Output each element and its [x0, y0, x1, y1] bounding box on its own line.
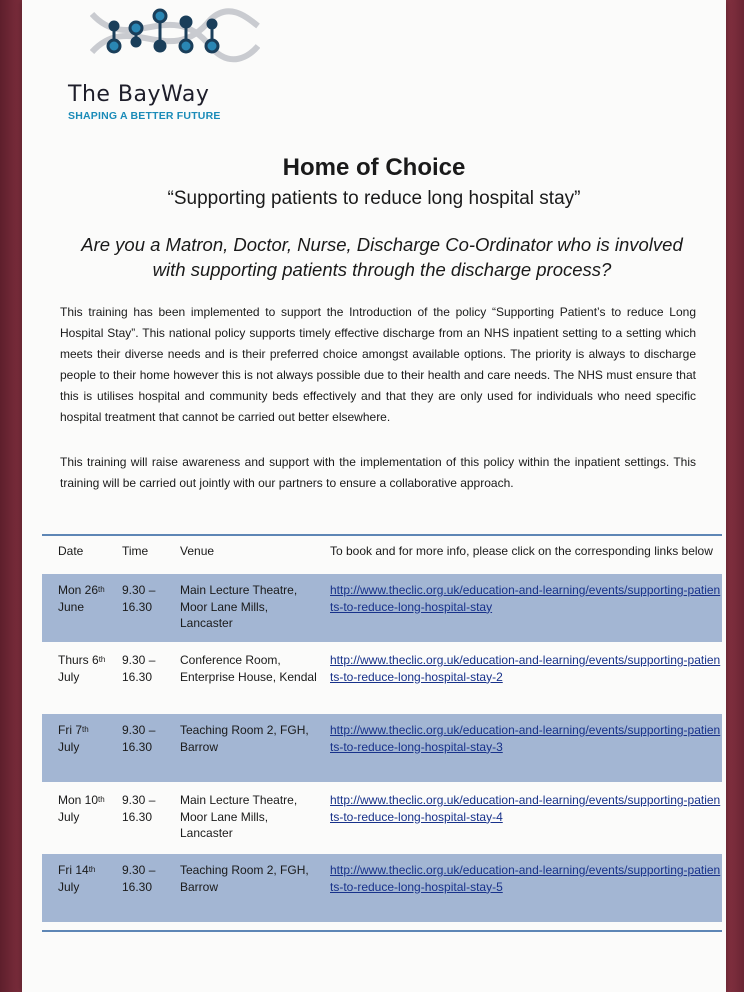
table-bottom-rule [42, 926, 722, 932]
booking-link[interactable]: http://www.theclic.org.uk/education-and-learning/events/supporting-patients-to-reduce-long-hospital-stay-2 [330, 653, 721, 684]
session-date: Fri 7th July [58, 723, 89, 754]
session-venue: Teaching Room 2, FGH, Barrow [180, 863, 309, 894]
dna-logo-icon [90, 6, 260, 86]
table-row [42, 854, 722, 922]
booking-link-cell [330, 582, 722, 615]
header-date: Date [58, 544, 84, 558]
header-time: Time [122, 544, 149, 558]
page-title: Home of Choice [282, 154, 466, 181]
flyer-page [22, 0, 726, 992]
table-row [42, 644, 722, 712]
table-row [42, 784, 722, 852]
booking-link[interactable]: http://www.theclic.org.uk/education-and-learning/events/supporting-patients-to-reduce-long-hospital-stay [330, 583, 721, 614]
header-venue: Venue [180, 544, 215, 558]
session-date: Mon 10th July [58, 793, 105, 824]
intro-paragraph: This training has been implemented to support the Introduction of the policy “Supporting Patient’s to reduce Long Hospital Stay”. This national policy supports timely effective discharge from an NHS inpatient setting to a setting which meets their diverse needs and is their preferred choice amongst available options. The priority is always to discharge people to their home however this is not always possible due to their health and care needs. The NHS must ensure that this is utilises hospital and community beds effectively and that they are only used for individuals who need specific hospital treatment that cannot be carried out better elsewhere. [60, 305, 696, 424]
session-time: 9.30 – 16.30 [122, 793, 156, 824]
table-row [42, 714, 722, 782]
session-venue: Main Lecture Theatre, Moor Lane Mills, Lancaster [180, 793, 298, 840]
booking-link[interactable]: http://www.theclic.org.uk/education-and-learning/events/supporting-patients-to-reduce-long-hospital-stay-5 [330, 863, 721, 894]
session-venue: Teaching Room 2, FGH, Barrow [180, 723, 309, 754]
table-row [42, 574, 722, 642]
booking-link-cell [330, 722, 722, 755]
session-date: Thurs 6th July [58, 653, 106, 684]
session-venue: Conference Room, Enterprise House, Kendal [180, 653, 317, 684]
booking-link-cell [330, 792, 722, 825]
session-date: Mon 26th June [58, 583, 105, 614]
booking-link-cell [330, 652, 722, 685]
approach-paragraph: This training will raise awareness and support with the implementation of this policy within the inpatient settings. This training will be carried out jointly with our partners to ensure a collaborative approach. [60, 455, 696, 490]
session-time: 9.30 – 16.30 [122, 653, 156, 684]
backdrop-right [724, 0, 744, 992]
brand-name: The BayWay [68, 82, 210, 107]
page-subtitle: “Supporting patients to reduce long hospital stay” [167, 188, 581, 209]
booking-link[interactable]: http://www.theclic.org.uk/education-and-learning/events/supporting-patients-to-reduce-long-hospital-stay-3 [330, 723, 721, 754]
bayway-logo [68, 6, 258, 126]
brand-tagline: SHAPING A BETTER FUTURE [68, 110, 221, 122]
session-time: 9.30 – 16.30 [122, 583, 156, 614]
session-time: 9.30 – 16.30 [122, 723, 156, 754]
session-date: Fri 14th July [58, 863, 96, 894]
table-header [42, 534, 722, 574]
session-venue: Main Lecture Theatre, Moor Lane Mills, Lancaster [180, 583, 298, 630]
training-schedule-table [42, 534, 722, 932]
session-time: 9.30 – 16.30 [122, 863, 156, 894]
header-booking: To book and for more info, please click on the corresponding links below [330, 544, 713, 558]
booking-link[interactable]: http://www.theclic.org.uk/education-and-learning/events/supporting-patients-to-reduce-long-hospital-stay-4 [330, 793, 721, 824]
audience-question: Are you a Matron, Doctor, Nurse, Discharge Co-Ordinator who is involved with supporting patients through the discharge process? [81, 234, 683, 280]
booking-link-cell [330, 862, 722, 895]
